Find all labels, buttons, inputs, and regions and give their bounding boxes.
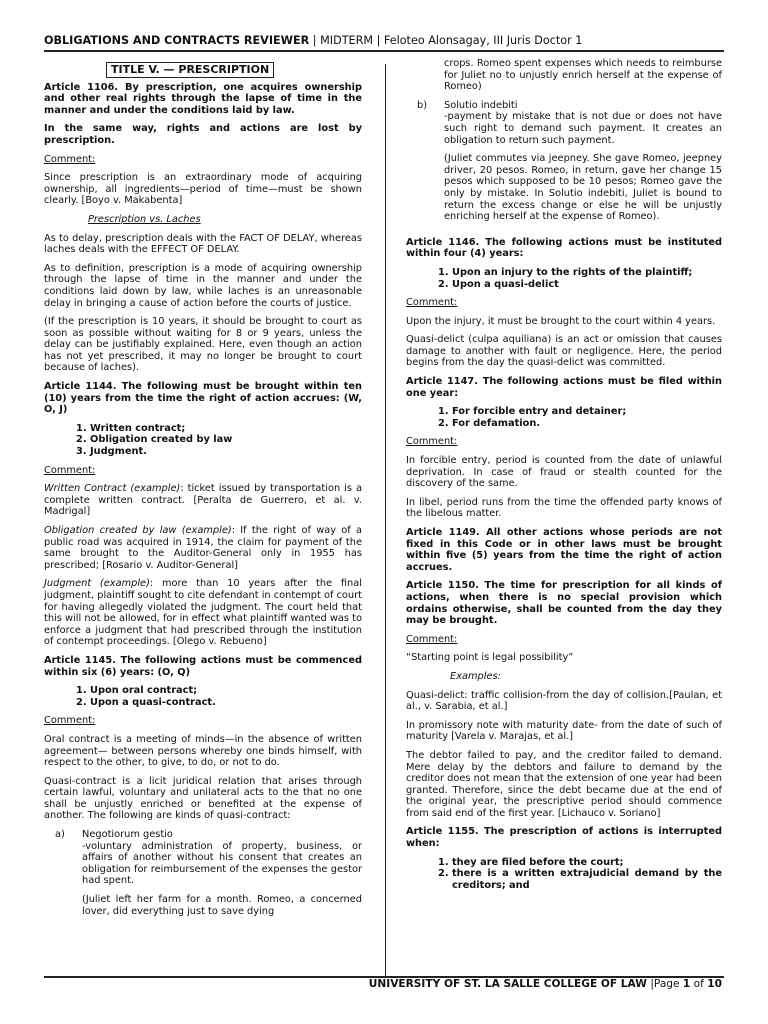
sub-item-text: -voluntary administration of property, business, or affairs of another without his consent that creates an obligation for reimbursement of the expenses the gestor had spent. — [82, 840, 362, 887]
column-divider — [385, 64, 386, 978]
list-item: 2. Obligation created by law — [90, 434, 362, 446]
example-label: Obligation created by law (example) — [44, 525, 232, 536]
article-1149: Article 1149. All other actions whose periods are not fixed in this Code or in other laws must be brought within five (5) years from the time the right of action accrues. — [406, 527, 722, 573]
list-item: 1. For forcible entry and detainer; — [452, 406, 722, 418]
article-1106: Article 1106. By prescription, one acquires ownership and other real rights through the lapse of time in the manner and under the conditions laid by law. — [44, 81, 362, 116]
paragraph: Upon the injury, it must be brought to the court within 4 years. — [406, 315, 716, 327]
sub-item-label: a) — [55, 829, 65, 841]
sub-item-body — [82, 829, 362, 924]
footer-school: UNIVERSITY OF ST. LA SALLE COLLEGE OF LAW — [368, 978, 647, 990]
sub-item-example: (Juliet left her farm for a month. Romeo, a concerned lover, did everything just to save dying — [82, 894, 362, 917]
list-article-1146 — [406, 267, 722, 290]
footer-page-prefix: |Page — [646, 978, 683, 990]
list-article-1144 — [44, 423, 362, 458]
paragraph-obligation-law — [44, 525, 362, 571]
footer-of: of — [690, 978, 708, 990]
paragraph: (If the prescription is 10 years, it should be brought to court as soon as possible without waiting for 8 or 9 years, unless the delay can be justifiably explained. Here, even though an action has not yet prescribed, it may no longer be brought to court because of laches). — [44, 316, 362, 374]
list-item: 1. Written contract; — [90, 423, 362, 435]
page-footer — [369, 978, 722, 990]
list-article-1145 — [44, 685, 362, 708]
header-rule — [44, 50, 724, 52]
sub-item-example: (Juliet commutes via jeepney. She gave Romeo, jeepney driver, 20 pesos. Romeo, in return, gave her change 15 pesos which supposed to be 10 pesos; Romeo gave the only by mistake. In Solutio indebiti, Juliet is bound to return the excess change or else he will be unjustly enriching herself at the expense of Romeo). — [444, 153, 722, 223]
list-item: 1. Upon oral contract; — [90, 685, 362, 697]
paragraph: In promissory note with maturity date- from the date of such of maturity [Varela v. Marajas, et al.] — [406, 719, 722, 743]
article-1106-second: In the same way, rights and actions are lost by prescription. — [44, 123, 362, 146]
quote: “Starting point is legal possibility” — [406, 652, 574, 664]
list-item: 2. Upon a quasi-delict — [452, 279, 722, 291]
list-item: 1. Upon an injury to the rights of the plaintiff; — [452, 267, 722, 279]
paragraph-written-contract — [44, 483, 362, 518]
paragraph: As to delay, prescription deals with the FACT OF DELAY, whereas laches deals with the EFFECT OF DELAY. — [44, 232, 362, 256]
examples-heading: Examples: — [450, 670, 501, 682]
list-article-1147 — [406, 406, 722, 429]
paragraph: Quasi-delict (culpa aquiliana) is an act or omission that causes damage to another with fault or negligence. Here, the period begins from the day the quasi-delict was committed. — [406, 334, 722, 369]
sub-item-text: -payment by mistake that is not due or does not have such right to demand such payment. It creates an obligation to return such payment. — [444, 111, 722, 146]
article-1146: Article 1146. The following actions must be instituted within four (4) years: — [406, 236, 722, 260]
paragraph: Quasi-contract is a licit juridical relation that arises through certain lawful, voluntary and unilateral acts to the that no one shall be unjustly enriched or benefited at the expense of another. The following are kinds of quasi-contract: — [44, 775, 362, 822]
list-item: 3. Judgment. — [90, 446, 362, 458]
sub-item-solutio-indebiti — [406, 100, 722, 230]
sub-item-title: Negotiorum gestio — [82, 829, 173, 841]
example-label: Judgment (example) — [44, 578, 150, 590]
article-1144: Article 1144. The following must be brought within ten (10) years from the time the right of action accrues: (W, O, J) — [44, 381, 362, 416]
footer-page-total: 10 — [707, 978, 722, 990]
list-item: 1. they are filed before the court; — [452, 857, 722, 869]
article-1150: Article 1150. The time for prescription for all kinds of actions, when there is no special provision which ordains otherwise, shall be counted from the day they may be brought. — [406, 580, 722, 627]
paragraph: The debtor failed to pay, and the creditor failed to demand. Mere delay by the debtors and failure to demand by the creditor does not mean that the extension of one year had been granted. Therefore, since the debt became due at the end of the original year, the prescriptive period should commence from said end of the first year. [Lichauco v. Soriano] — [406, 749, 722, 819]
header-title: OBLIGATIONS AND CONTRACTS REVIEWER — [44, 34, 310, 47]
comment-heading: Comment: — [406, 297, 458, 309]
comment-heading: Comment: — [406, 633, 458, 645]
sub-item-title: Solutio indebiti — [444, 99, 518, 111]
paragraph: As to definition, prescription is a mode of acquiring ownership through the lapse of time in the manner and under the conditions laid down by law, while laches is an unreasonable delay in bringing a cause of action before the courts of justice. — [44, 262, 362, 309]
footer-page-number: 1 — [682, 978, 691, 990]
example-label: Written Contract (example) — [44, 483, 181, 495]
sub-item-negotiorum-gestio — [44, 829, 362, 924]
paragraph: Quasi-delict: traffic collision-from the day of collision.[Paulan, et al., v. Sarabia, et al.] — [406, 689, 722, 713]
paragraph-judgment — [44, 578, 362, 648]
list-item: 2. there is a written extrajudicial demand by the creditors; and — [452, 868, 722, 891]
example-text: : If the right of way of a public road was acquired in 1914, the claim for payment of the same brought to the Auditor-General only in 1955 has prescribed; [Rosario v. Auditor-General] — [44, 525, 362, 571]
paragraph: Oral contract is a meeting of minds—in the absence of written agreement— between persons whereby one binds himself, with respect to the other, to give, to do, or not to do. — [44, 733, 362, 769]
paragraph: In forcible entry, period is counted from the date of unlawful deprivation. In case of fraud or stealth counted for the discovery of the same. — [406, 455, 722, 490]
list-article-1155 — [406, 857, 722, 892]
header-separator: | — [309, 34, 321, 47]
section-title: TITLE V. — PRESCRIPTION — [106, 62, 274, 78]
example-text: : ticket issued by transportation is a complete written contract. [Peralta de Guerrero, et al. v. Madrigal] — [44, 483, 362, 518]
list-item: 2. For defamation. — [452, 418, 722, 430]
left-column — [44, 58, 362, 931]
article-1155: Article 1155. The prescription of actions is interrupted when: — [406, 826, 722, 850]
continued-example: crops. Romeo spent expenses which needs to reimburse for Juliet no to unjustly enrich herself at the expense of Romeo) — [444, 58, 722, 93]
example-text: : more than 10 years after the final judgment, plaintiff sought to cite defendant in contempt of court for having allegedly violated the judgment. The court held that this will not be allowed, for in effect what plaintiff wanted was to enforce a judgment that had prescribed through the institution of contempt proceedings. [Olego v. Rebueno] — [44, 578, 362, 648]
comment-heading: Comment: — [44, 153, 96, 165]
list-item: 2. Upon a quasi-contract. — [90, 697, 362, 709]
comment-heading: Comment: — [406, 436, 458, 448]
sub-item-body — [444, 100, 722, 230]
article-1147: Article 1147. The following actions must be filed within one year: — [406, 376, 722, 399]
article-1145: Article 1145. The following actions must be commenced within six (6) years: (O, Q) — [44, 654, 362, 678]
paragraph: Since prescription is an extraordinary mode of acquiring ownership, all ingredients—period of time—must be shown clearly. [Boyo v. Makabenta] — [44, 172, 362, 207]
comment-heading: Comment: — [44, 715, 96, 727]
sub-item-label: b) — [417, 99, 428, 111]
comment-heading: Comment: — [44, 464, 96, 476]
page-header — [44, 34, 728, 48]
right-column — [406, 58, 722, 898]
header-meta: MIDTERM | Feloteo Alonsagay, III Juris Doctor 1 — [320, 34, 583, 47]
subheading-prescription-vs-laches: Prescription vs. Laches — [88, 213, 201, 225]
paragraph: In libel, period runs from the time the offended party knows of the libelous matter. — [406, 496, 722, 520]
